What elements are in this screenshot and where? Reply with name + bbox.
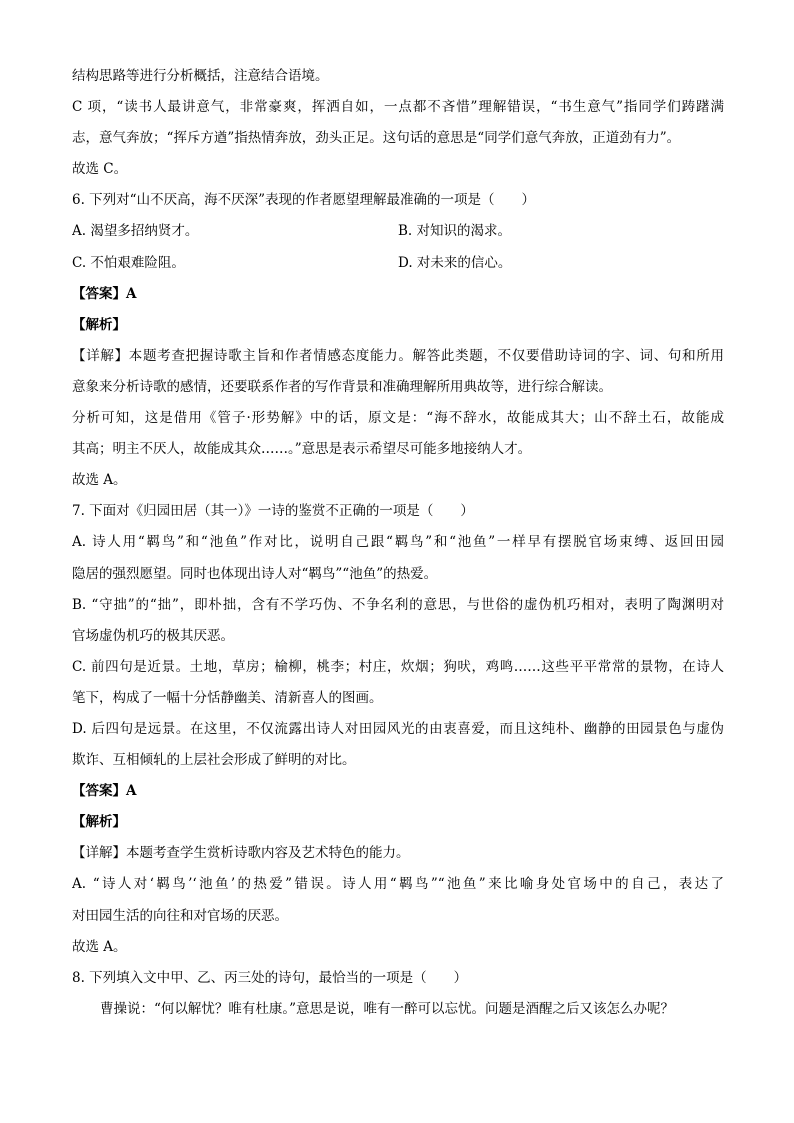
detail-line: 意象来分析诗歌的感情，还要联系作者的写作背景和准确理解所用典故等，进行综合解读。 xyxy=(72,378,612,395)
detail-line: 分析可知，这是借用《管子·形势解》中的话，原文是：“海不辞水，故能成其大；山不辞土石，故能成 xyxy=(72,410,724,427)
option-c-line: C. 前四句是近景。土地，草房；榆柳，桃李；村庄，炊烟；狗吠，鸡鸣……这些平平常常的景物，在诗人 xyxy=(72,658,724,675)
selection-line: 故选 A。 xyxy=(72,472,127,489)
selection-line: 故选 A。 xyxy=(72,938,127,955)
option-b: B. 对知识的渴求。 xyxy=(398,223,512,240)
option-d: D. 对未来的信心。 xyxy=(398,254,512,271)
option-a: A. 渴望多招纳贤才。 xyxy=(72,223,199,240)
option-a-line: A. 诗人用“羁鸟”和“池鱼”作对比，说明自己跟“羁鸟”和“池鱼”一样早有摆脱官场束缚、返回田园 xyxy=(72,534,724,551)
option-d-line: D. 后四句是远景。在这里，不仅流露出诗人对田园风光的由衷喜爱，而且这纯朴、幽静的田园景色与虚伪 xyxy=(72,720,724,737)
option-c-line: 笔下，构成了一幅十分恬静幽美、清新喜人的图画。 xyxy=(72,689,383,706)
option-a-line: 隐居的强烈愿望。同时也体现出诗人对“羁鸟”“池鱼”的热爱。 xyxy=(72,565,438,582)
text-line: 志，意气奔放；“挥斥方遒”指热情奔放，劲头正足。这句话的意思是“同学们意气奔放，正道劲有力”。 xyxy=(72,130,681,147)
question-8-stem: 8. 下列填入文中甲、乙、丙三处的诗句，最恰当的一项是（ ） xyxy=(72,969,468,986)
option-d-line: 欺诈、互相倾轧的上层社会形成了鲜明的对比。 xyxy=(72,752,356,769)
text-line: C 项，“读书人最讲意气，非常豪爽，挥洒自如，一点都不吝惜”理解错误，“书生意气”指同学们踌躇满 xyxy=(72,99,724,116)
detail-line: A. “诗人对‘羁鸟’‘池鱼’的热爱”错误。诗人用“羁鸟”“池鱼”来比喻身处官场中的自己，表达了 xyxy=(72,876,724,893)
question-7-stem: 7. 下面对《归园田居（其一）》一诗的鉴赏不正确的一项是（ ） xyxy=(72,503,474,520)
document-body xyxy=(72,64,724,1028)
option-b-line: 官场虚伪机巧的极其厌恶。 xyxy=(72,627,234,644)
question-6-options-row2 xyxy=(72,251,724,282)
detail-line: 对田园生活的向往和对官场的厌恶。 xyxy=(72,907,288,924)
question-6-options-row1 xyxy=(72,219,724,250)
analysis-label: 【解析】 xyxy=(72,316,126,333)
detail-line: 【详解】本题考查把握诗歌主旨和作者情感态度能力。解答此类题，不仅要借助诗词的字、词、句和所用 xyxy=(72,347,724,364)
text-line: 故选 C。 xyxy=(72,161,128,178)
answer-label: 【答案】A xyxy=(72,783,137,800)
detail-line: 【详解】本题考查学生赏析诗歌内容及艺术特色的能力。 xyxy=(72,845,410,862)
answer-label: 【答案】A xyxy=(72,285,137,302)
option-b-line: B. “守拙”的“拙”，即朴拙，含有不学巧伪、不争名利的意思，与世俗的虚伪机巧相对，表明了陶渊明对 xyxy=(72,596,724,613)
question-6-stem: 6. 下列对“山不厌高，海不厌深”表现的作者愿望理解最准确的一项是（ ） xyxy=(72,192,535,209)
option-c: C. 不怕艰难险阻。 xyxy=(72,254,185,271)
analysis-label: 【解析】 xyxy=(72,814,126,831)
passage-line: 曹操说：“何以解忧？唯有杜康。”意思是说，唯有一醉可以忘忧。问题是酒醒之后又该怎么办呢？ xyxy=(100,1000,675,1017)
detail-line: 其高；明主不厌人，故能成其众……。”意思是表示希望尽可能多地接纳人才。 xyxy=(72,441,532,458)
text-line: 结构思路等进行分析概括，注意结合语境。 xyxy=(72,68,329,84)
